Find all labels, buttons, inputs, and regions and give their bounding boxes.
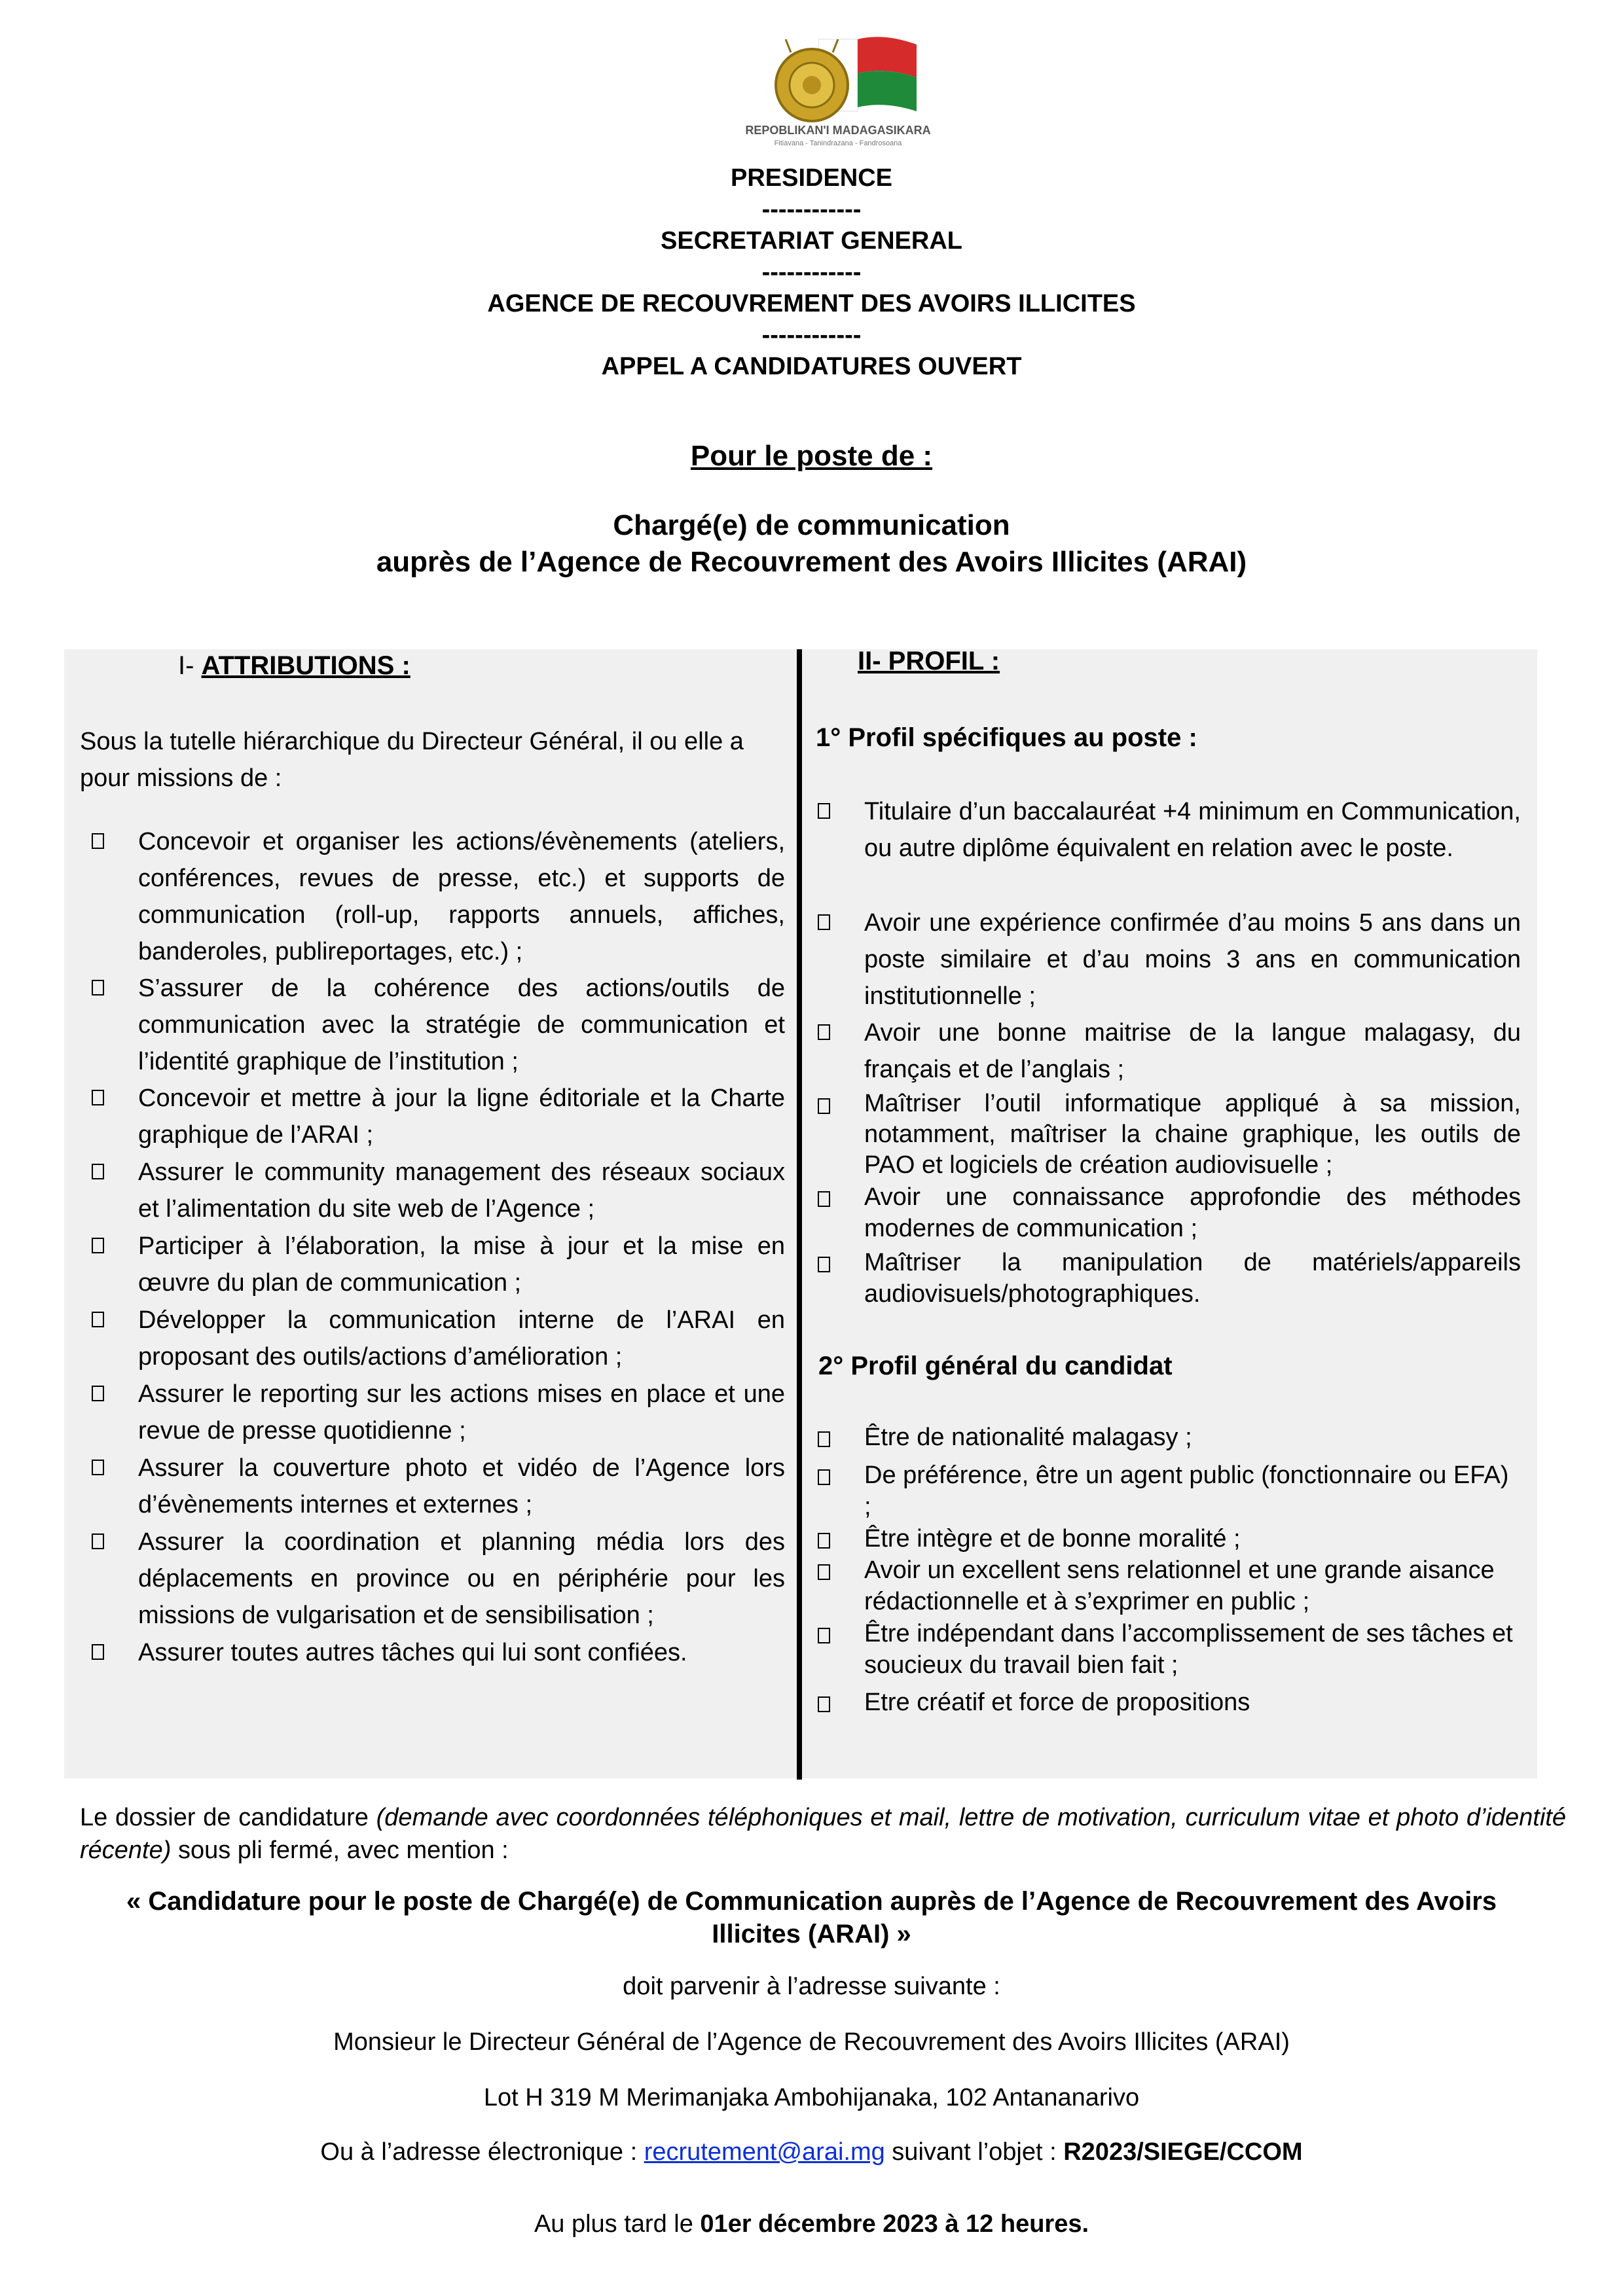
- bullet-box-icon: [818, 1191, 830, 1207]
- list-item: [864, 1088, 1521, 1181]
- logo-motto: Fitiavana - Tanindrazana - Fandrosoana: [774, 139, 902, 147]
- header-separator: ------------: [761, 196, 862, 223]
- list-item-text: Etre créatif et force de propositions: [864, 1689, 1250, 1716]
- list-item: [864, 1014, 1521, 1088]
- list-item: [138, 1524, 785, 1634]
- profil-heading: II- PROFIL :: [858, 647, 1000, 675]
- header-secretariat: SECRETARIAT GENERAL: [661, 227, 962, 255]
- bullet-box-icon: [818, 1024, 830, 1040]
- bullet-box-icon: [92, 1644, 104, 1660]
- attributions-intro: Sous la tutelle hiérarchique du Directeur Général, il ou elle a pour missions de :: [80, 728, 744, 792]
- attributions-title: ATTRIBUTIONS :: [201, 651, 410, 680]
- list-item-text: Avoir une expérience confirmée d’au moins 5 ans dans un poste similaire et d’au moins 3 ans en communication institutionnelle ;: [864, 909, 1521, 1010]
- list-item-text: Développer la communication interne de l’ARAI en proposant des outils/actions d’amélioration ;: [138, 1306, 785, 1371]
- bullet-box-icon: [818, 1098, 830, 1114]
- email-suffix: suivant l’objet :: [884, 2138, 1064, 2166]
- list-item-text: Participer à l’élaboration, la mise à jour et la mise en œuvre du plan de communication ;: [138, 1232, 785, 1297]
- list-item-text: S’assurer de la cohérence des actions/outils de communication avec la stratégie de communication et l’identité graphique de l’institution ;: [138, 975, 785, 1075]
- list-item-text: De préférence, être un agent public (fonctionnaire ou EFA) ;: [864, 1462, 1509, 1520]
- header-call-title: APPEL A CANDIDATURES OUVERT: [601, 353, 1022, 380]
- deadline-prefix: Au plus tard le: [534, 2210, 701, 2238]
- bullet-box-icon: [92, 1460, 104, 1475]
- list-item-text: Maîtriser la manipulation de matériels/appareils audiovisuels/photographiques.: [864, 1249, 1521, 1308]
- list-item: [864, 1422, 1521, 1453]
- list-item: [864, 905, 1521, 1014]
- list-item-text: Concevoir et mettre à jour la ligne éditoriale et la Charte graphique de l’ARAI ;: [138, 1085, 785, 1149]
- list-item-text: Assurer la coordination et planning média lors des déplacements en province ou en périphérie pour les missions de vulgarisation et de sensibilisation ;: [138, 1528, 785, 1629]
- list-item-text: Titulaire d’un baccalauréat +4 minimum en Communication, ou autre diplôme équivalent en relation avec le poste.: [864, 798, 1521, 862]
- document-header: [0, 162, 1623, 382]
- list-item: [138, 1450, 785, 1523]
- list-item: [138, 1154, 785, 1227]
- bullet-box-icon: [92, 833, 104, 849]
- header-separator: ------------: [761, 259, 862, 286]
- bullet-box-icon: [92, 1386, 104, 1401]
- bullet-box-icon: [818, 914, 830, 930]
- recipient-director: Monsieur le Directeur Général de l’Agence de Recouvrement des Avoirs Illicites (ARAI): [333, 2028, 1290, 2056]
- list-item: [864, 1554, 1521, 1617]
- job-title: [0, 507, 1623, 581]
- job-title-line2: auprès de l’Agence de Recouvrement des Avoirs Illicites (ARAI): [376, 546, 1247, 578]
- profil-specific-heading: 1° Profil spécifiques au poste :: [816, 723, 1197, 752]
- list-item: [864, 1523, 1521, 1554]
- list-item-text: Assurer toutes autres tâches qui lui sont confiées.: [138, 1639, 687, 1666]
- header-agency: AGENCE DE RECOUVREMENT DES AVOIRS ILLICITES: [487, 290, 1136, 317]
- list-item: [864, 1618, 1521, 1681]
- bullet-box-icon: [818, 1564, 830, 1580]
- bullet-box-icon: [818, 1628, 830, 1643]
- list-item: [864, 1181, 1521, 1244]
- attributions-heading: [178, 651, 410, 681]
- dossier-contents: (demande avec coordonnées téléphoniques et mail, lettre de motivation, curriculum vitae et photo d’identité récente): [80, 1804, 1567, 1864]
- bullet-box-icon: [818, 1431, 830, 1447]
- dossier-start: Le dossier de candidature: [80, 1804, 376, 1831]
- list-item-text: Maîtriser l’outil informatique appliqué à sa mission, notamment, maîtriser la chaine graphique, les outils de PAO et logiciels de création audiovisuelle ;: [864, 1090, 1521, 1179]
- profil-general-heading: 2° Profil général du candidat: [818, 1352, 1173, 1380]
- list-item: [138, 1302, 785, 1375]
- list-item: [864, 1247, 1521, 1310]
- list-item: [864, 793, 1521, 867]
- deadline-date: 01er décembre 2023 à 12 heures.: [700, 2210, 1089, 2238]
- list-item: [138, 970, 785, 1080]
- column-divider: [797, 649, 802, 1780]
- bullet-box-icon: [92, 1238, 104, 1253]
- email-prefix: Ou à l’adresse électronique :: [320, 2138, 644, 2166]
- list-item-text: Être de nationalité malagasy ;: [864, 1424, 1192, 1451]
- list-item: [864, 1687, 1521, 1718]
- republic-emblem-logo: [720, 26, 956, 151]
- list-item-text: Avoir une bonne maitrise de la langue malagasy, du français et de l’anglais ;: [864, 1019, 1521, 1083]
- list-item: [138, 823, 785, 970]
- postal-address: Lot H 319 M Merimanjaka Ambohijanaka, 102 Antananarivo: [483, 2084, 1140, 2111]
- email-line: [0, 2136, 1623, 2168]
- post-heading: Pour le poste de :: [690, 440, 933, 472]
- dossier-paragraph: [80, 1801, 1566, 1867]
- list-item-text: Assurer le community management des réseaux sociaux et l’alimentation du site web de l’Agence ;: [138, 1158, 785, 1223]
- dossier-end: sous pli fermé, avec mention :: [171, 1837, 509, 1864]
- header-presidence: PRESIDENCE: [730, 164, 893, 192]
- attributions-prefix: I-: [178, 651, 202, 680]
- bullet-box-icon: [92, 1164, 104, 1179]
- bullet-box-icon: [92, 1090, 104, 1105]
- application-mention: « Candidature pour le poste de Chargé(e) de Communication auprès de l’Agence de Recouvrement des Avoirs Illicites (ARAI) »: [126, 1887, 1497, 1948]
- header-separator: ------------: [761, 321, 862, 349]
- list-item-text: Concevoir et organiser les actions/évènements (ateliers, conférences, revues de presse, etc.) et supports de communication (roll-up, rapports annuels, affiches, banderoles, publireportages, etc.) ;: [138, 828, 785, 965]
- list-item-text: Assurer la couverture photo et vidéo de l’Agence lors d’évènements internes et externes ;: [138, 1454, 785, 1518]
- list-item: [138, 1080, 785, 1153]
- bullet-box-icon: [818, 1696, 830, 1712]
- bullet-box-icon: [818, 803, 830, 819]
- list-item: [138, 1376, 785, 1449]
- list-item-text: Assurer le reporting sur les actions mises en place et une revue de presse quotidienne ;: [138, 1380, 785, 1444]
- list-item: [864, 1460, 1521, 1522]
- email-link[interactable]: recrutement@arai.mg: [644, 2138, 885, 2166]
- bullet-box-icon: [818, 1257, 830, 1272]
- deadline: [0, 2208, 1623, 2240]
- object-reference: R2023/SIEGE/CCOM: [1063, 2138, 1303, 2166]
- list-item-text: Être indépendant dans l’accomplissement de ses tâches et soucieux du travail bien fait ;: [864, 1620, 1513, 1679]
- list-item-text: Être intègre et de bonne moralité ;: [864, 1525, 1241, 1552]
- list-item-text: Avoir une connaissance approfondie des méthodes modernes de communication ;: [864, 1183, 1521, 1242]
- list-item-text: Avoir un excellent sens relationnel et une grande aisance rédactionnelle et à s’exprimer en public ;: [864, 1556, 1495, 1615]
- delivery-instruction: doit parvenir à l’adresse suivante :: [623, 1973, 1000, 2000]
- bullet-box-icon: [818, 1469, 830, 1485]
- list-item: [138, 1228, 785, 1301]
- bullet-box-icon: [92, 1534, 104, 1549]
- list-item: [138, 1634, 785, 1671]
- job-title-line1: Chargé(e) de communication: [613, 509, 1010, 541]
- bullet-box-icon: [92, 1312, 104, 1327]
- logo-text: REPOBLIKAN'I MADAGASIKARA: [745, 124, 931, 137]
- bullet-box-icon: [92, 980, 104, 996]
- bullet-box-icon: [818, 1533, 830, 1549]
